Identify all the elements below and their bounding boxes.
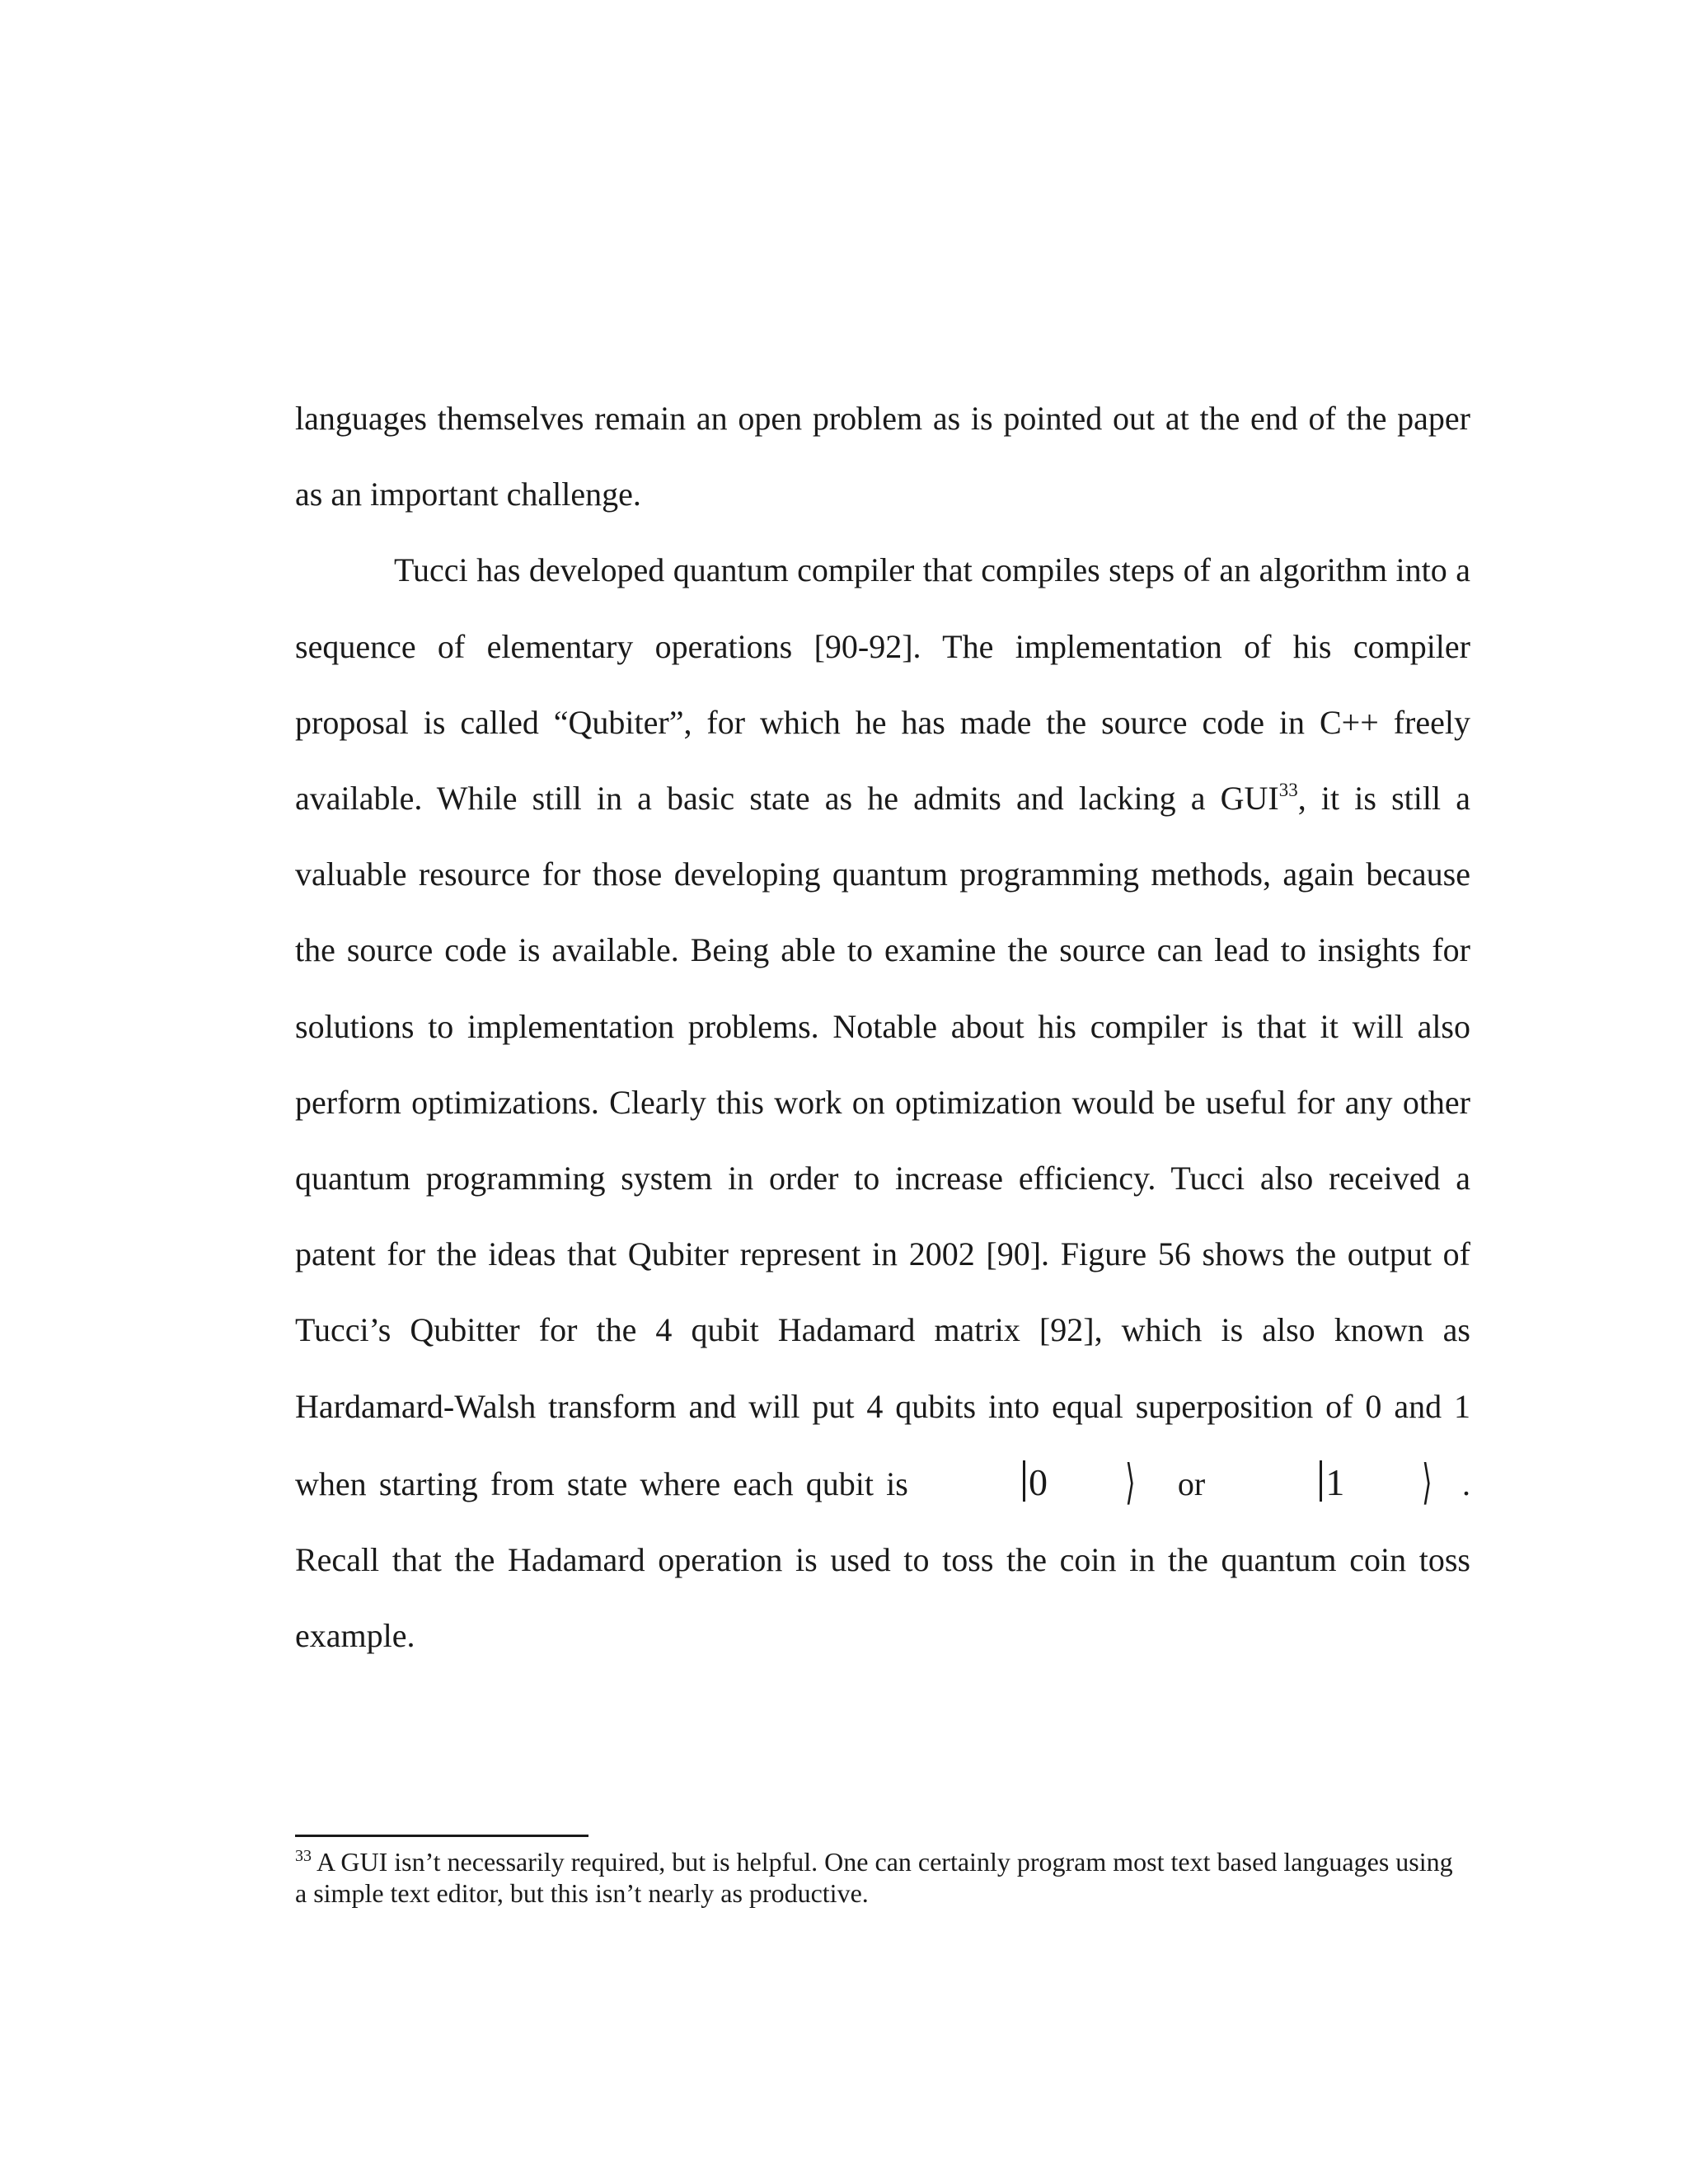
footnote-text: A GUI isn’t necessarily required, but is helpful. One can certainly program most text based languages using a simple text editor, but this isn’t nearly as productive. [295,1847,1453,1908]
body-text [295,381,1470,1674]
ket-zero [921,1445,1165,1521]
footnote [295,1846,1465,1909]
paragraph-1 [295,381,1470,532]
ket-one-value: 1 [1325,1460,1345,1503]
ket-zero-value: 0 [1029,1460,1048,1503]
paragraph-2 [295,532,1470,1674]
ket-angle: ⟩ [1422,1455,1432,1509]
paragraph-2-text-a: Tucci has developed quantum compiler that compiles steps of an algorithm into a sequence of elementary operations [90-92]. The implementation of his compiler proposal is called “Qubiter”, for which he has made the source code in C++ freely available. While still in a basic state as he admits and lacking a GUI [295,551,1470,818]
ket-bar [1320,1460,1322,1502]
footnote-reference: 33 [1278,780,1298,801]
paragraph-1-text: languages themselves remain an open problem as is pointed out at the end of the paper as an important challenge. [295,400,1470,513]
ket-angle: ⟩ [1125,1455,1136,1509]
ket-bar [1023,1460,1025,1502]
footnote-separator [295,1835,588,1837]
footnote-number: 33 [295,1847,312,1865]
paragraph-2-or: or [1177,1465,1206,1502]
paragraph-2-text-b: , it is still a valuable resource for those developing quantum programming methods, again because the source code is available. Being able to examine the source can lead to insights for solutions to implementation problems. Notable about his compiler is that it will also perform optimizations. Clearly this work on optimization would be useful for any other quantum programming system in order to increase efficiency. Tucci also received a patent for the ideas that Qubiter represent in 2002 [90]. Figure 56 shows the output of Tucci’s Qubitter for the 4 qubit Hadamard matrix [92], which is also known as Hardamard-Walsh transform and will put 4 qubits into equal superposition of 0 and 1 when starting from state where each qubit is [295,780,1471,1502]
paragraph-2-text-c: . Recall that the Hadamard operation is used to toss the coin in the quantum coin toss example. [295,1465,1471,1655]
ket-one [1217,1445,1462,1521]
